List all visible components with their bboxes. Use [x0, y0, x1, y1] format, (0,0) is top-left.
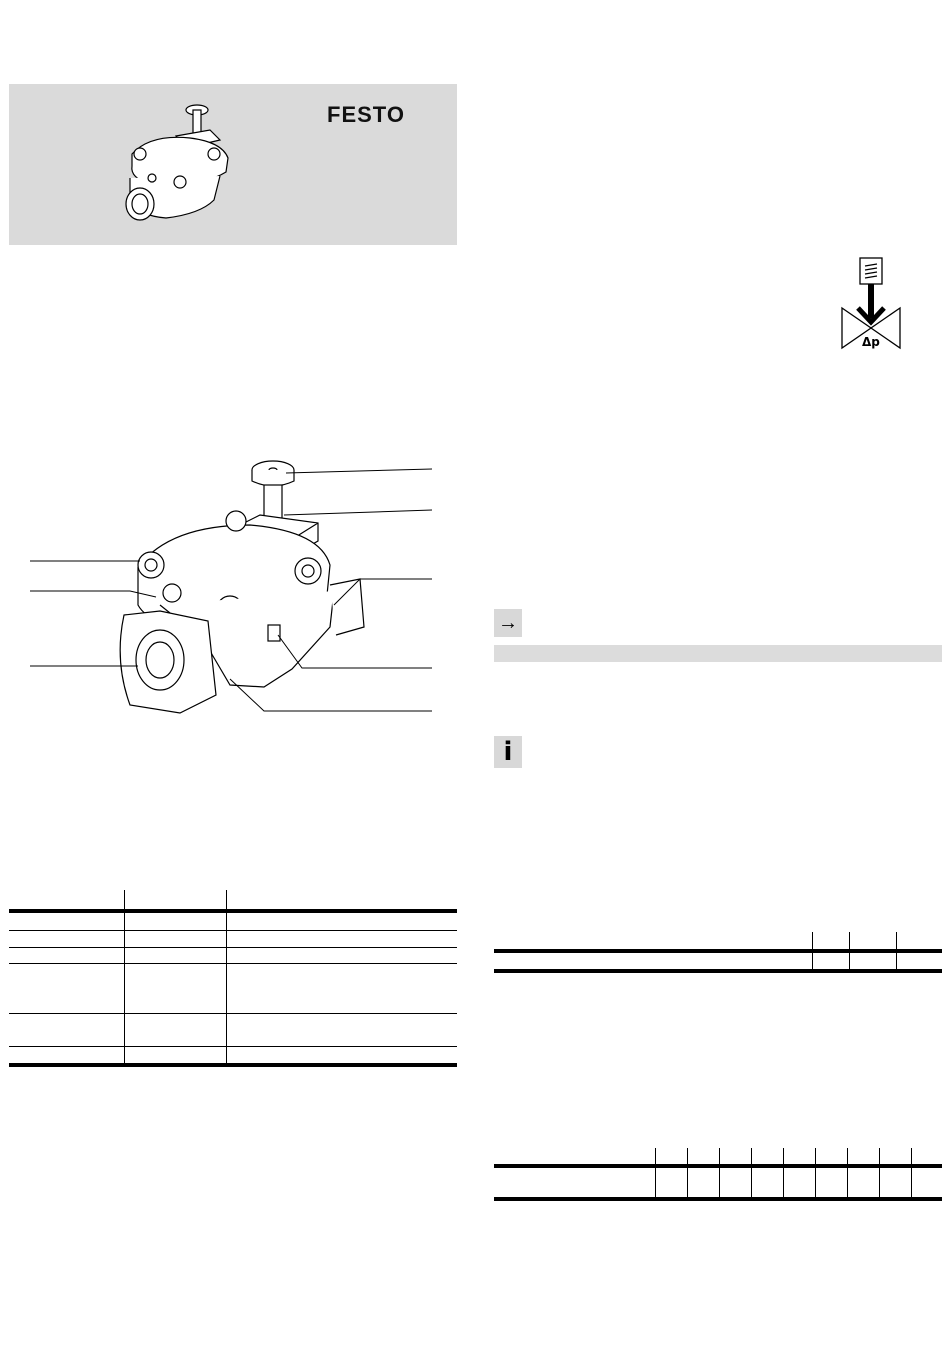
pressure-label: Δp — [862, 335, 880, 349]
right-table-2 — [494, 1148, 942, 1204]
section-highlight-bar — [494, 645, 942, 662]
left-table — [9, 890, 457, 1068]
valve-exploded-drawing — [30, 455, 434, 717]
arrow-notice-icon: → — [494, 609, 522, 637]
info-icon: i — [494, 736, 522, 768]
valve-symbol-icon — [838, 256, 904, 352]
product-thumbnail — [110, 96, 240, 231]
festo-logo: FESTO — [327, 102, 405, 127]
right-table-1 — [494, 932, 942, 976]
